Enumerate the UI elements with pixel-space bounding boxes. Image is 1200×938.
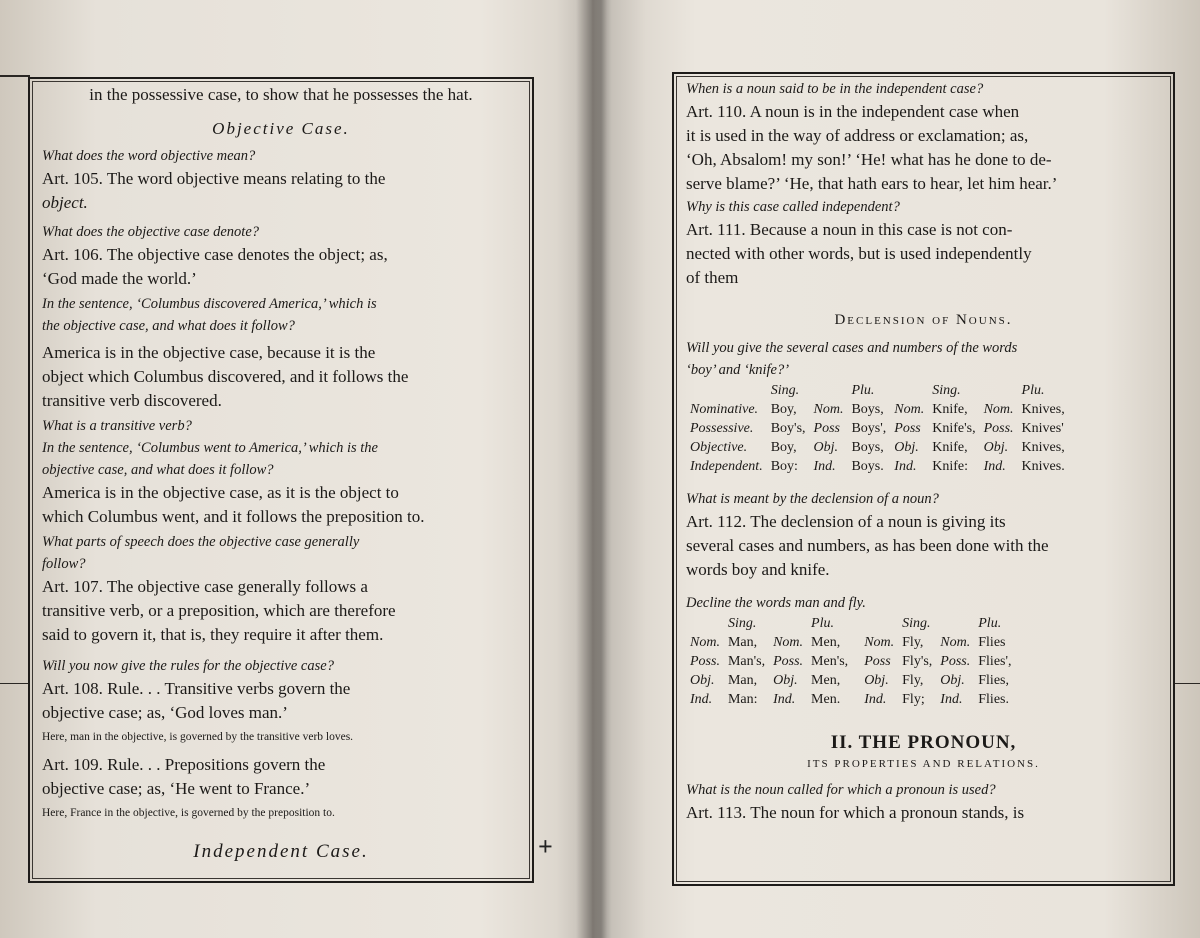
note-108: Here, man in the objective, is governed by the transitive verb loves. bbox=[42, 731, 354, 743]
table-cell: Ind. bbox=[690, 692, 713, 707]
table-cell: Poss. bbox=[773, 654, 804, 669]
table-header-cell bbox=[890, 381, 928, 400]
table-cell: Boy: bbox=[770, 459, 798, 474]
table-cell: Man's, bbox=[727, 654, 766, 669]
table-cell: Boys, bbox=[851, 440, 884, 455]
art-111-line-3: of them bbox=[686, 268, 739, 287]
question-why-independent: Why is this case called independent? bbox=[686, 199, 900, 215]
table-cell: Obj. bbox=[690, 673, 715, 688]
question-independent-case: When is a noun said to be in the independent case? bbox=[686, 81, 984, 97]
gutter-cross-mark: + bbox=[538, 832, 553, 861]
table-row bbox=[686, 400, 1069, 419]
table-cell: Fly, bbox=[902, 635, 924, 650]
question-columbus-discovered-1: In the sentence, ‘Columbus discovered America,’ which is bbox=[42, 296, 377, 312]
table-cell: Men, bbox=[811, 673, 841, 688]
table-header-cell: Sing. bbox=[770, 383, 800, 398]
question-columbus-went-1: In the sentence, ‘Columbus went to America,’ which is the bbox=[42, 440, 378, 456]
table-cell: Knives' bbox=[1021, 421, 1064, 436]
table-cell: Boy, bbox=[770, 440, 797, 455]
table-row bbox=[686, 690, 1016, 709]
table-cell: Ind. bbox=[894, 459, 917, 474]
table-cell: Objective. bbox=[690, 440, 748, 455]
art-106-line-1: Art. 106. The objective case denotes the object; as, bbox=[42, 245, 388, 264]
answer-discovered-2: object which Columbus discovered, and it follows the bbox=[42, 367, 409, 386]
table-cell: Poss bbox=[813, 421, 840, 436]
table-cell: Obj. bbox=[813, 440, 839, 455]
table-cell: Ind. bbox=[864, 692, 887, 707]
left-margin-rule bbox=[0, 75, 30, 77]
table-cell: Boys. bbox=[851, 459, 884, 474]
table-cell: Man: bbox=[727, 692, 758, 707]
table-cell: Flies, bbox=[978, 673, 1009, 688]
table-cell: Obj. bbox=[940, 673, 965, 688]
art-110-line-3: ‘Oh, Absalom! my son!’ ‘He! what has he done to de- bbox=[686, 150, 1052, 169]
question-boy-knife-1: Will you give the several cases and numbers of the words bbox=[686, 340, 1018, 356]
table-header-cell bbox=[810, 381, 848, 400]
question-declension-meaning: What is meant by the declension of a noun? bbox=[686, 491, 939, 507]
art-107-line-3: said to govern it, that is, they require it after them. bbox=[42, 625, 384, 644]
table-cell: Nominative. bbox=[690, 402, 759, 417]
gutter-shadow bbox=[556, 0, 646, 938]
table-header-cell bbox=[980, 381, 1018, 400]
table-cell: Possessive. bbox=[690, 421, 754, 436]
answer-discovered-3: transitive verb discovered. bbox=[42, 391, 222, 410]
art-112-line-3: words boy and knife. bbox=[686, 560, 830, 579]
note-109: Here, France in the objective, is governed by the preposition to. bbox=[42, 807, 335, 819]
table-cell: Obj. bbox=[894, 440, 919, 455]
table-header-cell: Plu. bbox=[851, 383, 875, 398]
table-cell: Ind. bbox=[813, 459, 836, 474]
question-noun-for-pronoun: What is the noun called for which a pronoun is used? bbox=[686, 782, 996, 798]
table-header-cell bbox=[686, 614, 724, 633]
table-cell: Poss. bbox=[983, 421, 1014, 436]
table-cell: Nom. bbox=[813, 402, 844, 417]
table-cell: Poss bbox=[894, 421, 921, 436]
art-111-line-1: Art. 111. Because a noun in this case is not con- bbox=[686, 220, 1013, 239]
table-cell: Nom. bbox=[983, 402, 1014, 417]
table-cell: Fly, bbox=[902, 673, 924, 688]
table-cell: Men's, bbox=[811, 654, 849, 669]
objective-case-title: Objective Case. bbox=[212, 119, 350, 138]
table-header-cell: Sing. bbox=[902, 616, 931, 631]
art-108-line-1: Art. 108. Rule. . . Transitive verbs govern the bbox=[42, 679, 351, 698]
table-cell: Obj. bbox=[864, 673, 889, 688]
table-header-cell: Sing. bbox=[932, 383, 961, 398]
table-header-cell: Plu. bbox=[1021, 383, 1045, 398]
art-112-line-1: Art. 112. The declension of a noun is giving its bbox=[686, 512, 1006, 531]
art-108-line-2: objective case; as, ‘God loves man.’ bbox=[42, 703, 288, 722]
table-cell: Man, bbox=[727, 635, 758, 650]
table-cell: Flies. bbox=[978, 692, 1009, 707]
table-row bbox=[686, 419, 1069, 438]
table-header-cell bbox=[686, 381, 767, 400]
table-header-row bbox=[686, 614, 1016, 633]
table-cell: Nom. bbox=[690, 635, 720, 650]
table-cell: Boys', bbox=[851, 421, 887, 436]
table-cell: Nom. bbox=[773, 635, 804, 650]
table-cell: Poss. bbox=[940, 654, 971, 669]
table-cell: Fly's, bbox=[902, 654, 933, 669]
art-106-line-2: ‘God made the world.’ bbox=[42, 269, 197, 288]
table-cell: Nom. bbox=[864, 635, 895, 650]
table-header-cell: Plu. bbox=[978, 616, 1002, 631]
table-row bbox=[686, 457, 1069, 476]
table-row bbox=[686, 633, 1016, 652]
table-cell: Boy's, bbox=[770, 421, 806, 436]
man-fly-declension-table bbox=[686, 614, 1016, 709]
table-cell: Poss bbox=[864, 654, 891, 669]
art-105-line-1: Art. 105. The word objective means relating to the bbox=[42, 169, 386, 188]
table-cell bbox=[852, 671, 860, 690]
question-columbus-went-2: objective case, and what does it follow? bbox=[42, 462, 274, 478]
table-cell: Independent. bbox=[690, 459, 763, 474]
table-cell: Knife, bbox=[932, 402, 968, 417]
table-header-cell: Plu. bbox=[811, 616, 834, 631]
art-110-line-2: it is used in the way of address or exclamation; as, bbox=[686, 126, 1029, 145]
table-cell: Ind. bbox=[940, 692, 963, 707]
answer-went-1: America is in the objective case, as it is the object to bbox=[42, 483, 399, 502]
table-cell: Nom. bbox=[940, 635, 971, 650]
art-113-line: Art. 113. The noun for which a pronoun stands, is bbox=[686, 803, 1025, 822]
table-cell bbox=[852, 690, 860, 709]
table-header-cell bbox=[936, 614, 974, 633]
art-109-line-1: Art. 109. Rule. . . Prepositions govern the bbox=[42, 755, 326, 774]
question-parts-of-speech-2: follow? bbox=[42, 556, 86, 572]
table-cell: Knife, bbox=[932, 440, 968, 455]
table-cell: Fly; bbox=[902, 692, 925, 707]
right-page bbox=[672, 72, 1175, 886]
table-cell: Boys, bbox=[851, 402, 884, 417]
table-cell: Nom. bbox=[894, 402, 925, 417]
question-transitive-verb: What is a transitive verb? bbox=[42, 418, 192, 434]
table-header-row bbox=[686, 381, 1069, 400]
table-row bbox=[686, 671, 1016, 690]
question-objective-denote: What does the objective case denote? bbox=[42, 224, 260, 240]
pronoun-subheading: ITS PROPERTIES AND RELATIONS. bbox=[807, 758, 1040, 770]
answer-went-2: which Columbus went, and it follows the preposition to. bbox=[42, 507, 425, 526]
table-cell: Ind. bbox=[983, 459, 1006, 474]
art-109-line-2: objective case; as, ‘He went to France.’ bbox=[42, 779, 311, 798]
table-cell bbox=[852, 652, 860, 671]
left-page bbox=[28, 77, 534, 883]
pronoun-heading: II. THE PRONOUN, bbox=[830, 732, 1017, 753]
table-cell bbox=[852, 633, 860, 652]
right-margin-tick bbox=[1174, 683, 1200, 684]
table-row bbox=[686, 652, 1016, 671]
left-margin-tick bbox=[0, 683, 30, 684]
art-111-line-2: nected with other words, but is used independently bbox=[686, 244, 1032, 263]
question-parts-of-speech-1: What parts of speech does the objective case generally bbox=[42, 534, 360, 550]
art-110-line-1: Art. 110. A noun is in the independent case when bbox=[686, 102, 1020, 121]
table-cell: Knives. bbox=[1021, 459, 1065, 474]
answer-discovered-1: America is in the objective case, because it is the bbox=[42, 343, 376, 362]
table-header-cell bbox=[860, 614, 898, 633]
table-cell: Knife's, bbox=[932, 421, 976, 436]
art-112-line-2: several cases and numbers, as has been done with the bbox=[686, 536, 1049, 555]
table-cell: Knives, bbox=[1021, 440, 1065, 455]
question-decline-man-fly: Decline the words man and fly. bbox=[686, 595, 866, 611]
table-cell: Knives, bbox=[1021, 402, 1065, 417]
table-header-cell: Sing. bbox=[727, 616, 757, 631]
question-rules-objective: Will you now give the rules for the objective case? bbox=[42, 658, 334, 674]
table-cell: Obj. bbox=[983, 440, 1009, 455]
table-cell: Boy, bbox=[770, 402, 797, 417]
table-header-cell bbox=[769, 614, 807, 633]
question-objective-meaning: What does the word objective mean? bbox=[42, 148, 256, 164]
table-cell: Knife: bbox=[932, 459, 968, 474]
table-row bbox=[686, 438, 1069, 457]
question-columbus-discovered-2: the objective case, and what does it follow? bbox=[42, 318, 295, 334]
table-cell: Flies bbox=[978, 635, 1006, 650]
table-cell: Flies', bbox=[978, 654, 1012, 669]
table-cell: Poss. bbox=[690, 654, 720, 669]
declension-heading: Declension of Nouns. bbox=[834, 312, 1013, 328]
art-107-line-2: transitive verb, or a preposition, which are therefore bbox=[42, 601, 396, 620]
table-cell: Men, bbox=[811, 635, 841, 650]
art-107-line-1: Art. 107. The objective case generally follows a bbox=[42, 577, 368, 596]
table-header-cell bbox=[852, 614, 860, 633]
art-105-line-2: object. bbox=[42, 193, 88, 212]
question-boy-knife-2: ‘boy’ and ‘knife?’ bbox=[686, 362, 790, 378]
table-cell: Ind. bbox=[773, 692, 796, 707]
table-cell: Man, bbox=[727, 673, 758, 688]
art-110-line-4: serve blame?’ ‘He, that hath ears to hear, let him hear.’ bbox=[686, 174, 1058, 193]
table-cell: Men. bbox=[811, 692, 841, 707]
top-line: in the possessive case, to show that he possesses the hat. bbox=[89, 85, 473, 104]
independent-case-title: Independent Case. bbox=[193, 841, 369, 862]
boy-knife-declension-table bbox=[686, 381, 1069, 476]
table-cell: Obj. bbox=[773, 673, 798, 688]
